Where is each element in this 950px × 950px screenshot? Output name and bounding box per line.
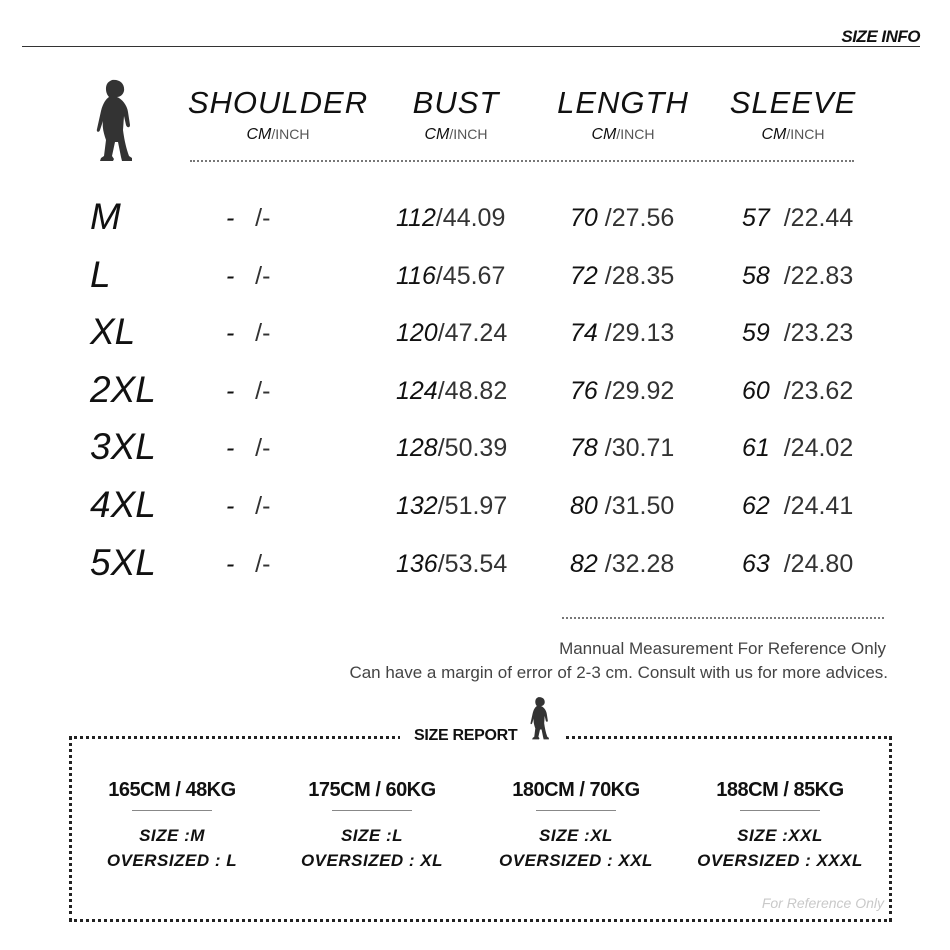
unit-cm: CM [591,126,617,143]
entry-divider [132,810,212,811]
value-inch: /32.28 [604,550,675,578]
body-measurement: 165CM / 48KG [108,779,236,801]
size-label: M [90,196,121,237]
table-row [0,542,950,605]
value-inch: /22.83 [783,262,854,290]
unit-cm: CM [761,126,787,143]
value-inch: /27.56 [604,204,675,232]
value-cm: - [226,377,235,405]
value-inch: /23.62 [783,377,854,405]
value-inch: /30.71 [604,434,675,462]
value-cm: 60 [742,377,770,405]
oversized-size: OVERSIZED : XXL [499,851,653,870]
sleeve-value [742,316,853,350]
footer-dotted-divider [562,617,884,619]
value-cm: - [226,262,235,290]
value-inch: /44.09 [435,204,506,232]
bust-value [396,489,507,523]
unit-inch: /INCH [449,126,488,142]
ape-figure-icon [92,78,138,162]
value-cm: 76 [570,377,598,405]
length-value [570,431,674,465]
value-cm: 74 [570,319,598,347]
value-inch: /50.39 [437,434,508,462]
report-entry [476,778,676,873]
length-value [570,374,674,408]
ape-figure-icon [528,694,552,742]
sleeve-value [742,201,853,235]
value-cm: 132 [396,492,438,520]
value-inch: /31.50 [604,492,675,520]
size-report-title: SIZE REPORT [414,727,518,744]
length-value [570,201,674,235]
value-cm: 80 [570,492,598,520]
shoulder-value [226,374,270,408]
value-inch: /53.54 [437,550,508,578]
table-row [0,484,950,547]
length-value [570,316,674,350]
value-cm: 112 [396,204,436,232]
value-inch: /- [255,434,271,462]
body-measurement: 180CM / 70KG [512,779,640,801]
column-name: LENGTH [557,85,689,120]
value-inch: /29.13 [604,319,675,347]
table-row [0,311,950,374]
reference-only-note: For Reference Only [761,895,884,911]
value-inch: /48.82 [437,377,508,405]
body-measurement: 188CM / 85KG [716,779,844,801]
value-inch: /- [255,492,271,520]
value-inch: /- [255,550,271,578]
header-divider [22,46,920,47]
value-inch: /51.97 [437,492,508,520]
sleeve-value [742,431,853,465]
report-entry [680,778,880,873]
recommended-size: SIZE :M [139,826,205,845]
unit-inch: /INCH [616,126,655,142]
value-cm: 116 [396,262,436,290]
entry-divider [332,810,412,811]
length-value [570,547,674,581]
value-cm: - [226,319,235,347]
shoulder-value [226,259,270,293]
value-cm: 61 [742,434,770,462]
unit-inch: /INCH [271,126,310,142]
sleeve-value [742,547,853,581]
report-entry [272,778,472,873]
value-inch: /- [255,204,271,232]
oversized-size: OVERSIZED : XL [300,851,444,870]
value-cm: 57 [742,204,770,232]
header-dotted-divider [190,160,854,162]
table-row [0,369,950,432]
recommended-size: SIZE :L [340,826,404,845]
shoulder-value [226,201,270,235]
value-inch: /- [255,377,271,405]
column-header-shoulder [178,85,378,146]
column-header-sleeve [693,85,893,146]
value-cm: 70 [570,204,598,232]
bust-value [396,374,507,408]
oversized-size: OVERSIZED : XXXL [697,851,863,870]
value-inch: /23.23 [783,319,854,347]
size-label: 3XL [90,426,156,467]
value-cm: 78 [570,434,598,462]
value-inch: /28.35 [604,262,675,290]
column-unit [693,123,893,146]
entry-divider [740,810,820,811]
unit-cm: CM [424,126,450,143]
value-cm: 58 [742,262,770,290]
unit-inch: /INCH [786,126,825,142]
value-cm: - [226,550,235,578]
length-value [570,259,674,293]
table-row [0,254,950,317]
value-cm: 62 [742,492,770,520]
measurement-note: Mannual Measurement For Reference Only [559,639,886,658]
value-inch: /- [255,262,271,290]
size-label: XL [90,311,136,352]
shoulder-value [226,316,270,350]
entry-divider [536,810,616,811]
value-inch: /24.41 [783,492,854,520]
bust-value [396,431,507,465]
value-inch: /24.80 [783,550,854,578]
oversized-size: OVERSIZED : L [106,851,238,870]
bust-value [396,259,505,293]
length-value [570,489,674,523]
margin-note: Can have a margin of error of 2-3 cm. Consult with us for more advices. [349,663,888,682]
value-inch: /22.44 [783,204,854,232]
value-cm: - [226,492,235,520]
sleeve-value [742,259,853,293]
size-label: 4XL [90,484,156,525]
value-inch: /- [255,319,271,347]
shoulder-value [226,431,270,465]
shoulder-value [226,547,270,581]
value-cm: 82 [570,550,598,578]
size-label: 2XL [90,369,156,410]
column-name: SLEEVE [729,85,857,120]
value-cm: 120 [396,319,438,347]
shoulder-value [226,489,270,523]
sleeve-value [742,374,853,408]
size-label: L [90,254,111,295]
recommended-size: SIZE :XL [539,826,613,845]
value-inch: /47.24 [437,319,508,347]
value-cm: - [226,434,235,462]
value-cm: 59 [742,319,770,347]
value-cm: 72 [570,262,598,290]
bust-value [396,201,505,235]
value-cm: - [226,204,235,232]
sleeve-value [742,489,853,523]
column-unit [178,123,378,146]
value-cm: 63 [742,550,770,578]
bust-value [396,547,507,581]
value-cm: 128 [396,434,438,462]
value-inch: /24.02 [783,434,854,462]
unit-cm: CM [246,126,272,143]
bust-value [396,316,507,350]
column-name: SHOULDER [187,85,369,120]
size-label: 5XL [90,542,156,583]
value-cm: 124 [396,377,438,405]
table-row [0,426,950,489]
table-row [0,196,950,259]
value-inch: /29.92 [604,377,675,405]
report-entry [72,778,272,873]
value-inch: /45.67 [435,262,506,290]
body-measurement: 175CM / 60KG [308,779,436,801]
value-cm: 136 [396,550,438,578]
recommended-size: SIZE :XXL [737,826,823,845]
size-info-title: SIZE INFO [841,27,920,46]
column-name: BUST [412,85,500,120]
